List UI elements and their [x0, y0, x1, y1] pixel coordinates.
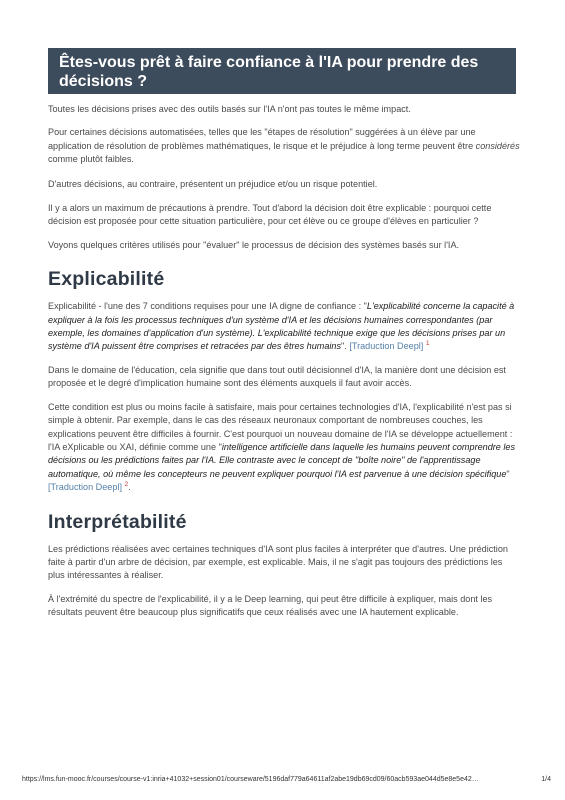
- traduction-deepl-link[interactable]: [Traduction Deepl]: [48, 482, 122, 493]
- intro-paragraph: Pour certaines décisions automatisées, telles que les "étapes de résolution" suggérées à un élève par une application de résolution de problèmes mathématiques, le risque et le préjudice à long terme peuvent être considérés comme plutôt faibles.: [48, 127, 520, 165]
- emphasis: considérés: [475, 140, 520, 151]
- quote-text: intelligence artificielle dans laquelle les humains peuvent comprendre les décisions ou les prédictions faites par l'IA. Elle contraste avec le concept de "boîte noire" de l'apprentissage automatique, où même les concepteurs ne peuvent expliquer pourquoi l'IA est parvenue à une décision spécifique: [48, 441, 516, 479]
- explicabilite-paragraph: Explicabilité - l'une des 7 conditions requises pour une IA digne de confiance : "L'explicabilité concerne la capacité à expliquer à la fois les processus techniques d'un système d'IA et les décisions humaines correspondantes (par exemple, les domaines d'application d'un système). L'explicabilité technique exige que les décisions prises par un système d'IA puissent être comprises et retracées par des êtres humains". [Traduction Deepl] $^1$: [48, 301, 515, 352]
- traduction-deepl-link[interactable]: [Traduction Deepl]: [349, 341, 424, 352]
- explicabilite-paragraph: Cette condition est plus ou moins facile à satisfaire, mais pour certaines technologies d'IA, l'explicabilité n'est pas si simple à obtenir. Par exemple, dans le cas des réseaux neuronaux comportant de nombreuses couches, les explications peuvent être difficiles à fournir. C'est pourquoi un nouveau domaine de l'IA se développe actuellement : l'IA eXplicable ou XAI, définie comme une "intelligence artificielle dans laquelle les humains peuvent comprendre les décisions ou les prédictions faites par l'IA. Elle contraste avec le concept de "boîte noire" de l'apprentissage automatique, où même les concepteurs ne peuvent expliquer pourquoi l'IA est parvenue à une décision spécifique" [Traduction Deepl] $^2$.: [48, 401, 516, 493]
- footnote-ref-1[interactable]: 1: [425, 340, 430, 348]
- page-number: 1/4: [541, 776, 551, 783]
- intro-paragraph: Voyons quelques critères utilisés pour "évaluer" le processus de décision des systèmes basés sur l'IA.: [48, 239, 460, 250]
- section-heading-explicabilite: Explicabilité: [48, 268, 165, 291]
- lecture-title-banner: Êtes-vous prêt à faire confiance à l'IA pour prendre des décisions ?: [48, 48, 516, 94]
- intro-paragraph: Il y a alors un maximum de précautions à prendre. Tout d'abord la décision doit être explicable : pourquoi cette décision est proposée pour cette situation particulière, pour cet élève ou ce groupe d'élèves en particulier ?: [48, 203, 492, 227]
- interpretabilite-paragraph: Les prédictions réalisées avec certaines techniques d'IA sont plus faciles à interpréter que d'autres. Une prédiction faite à partir d'un arbre de décision, par exemple, est explicable. Mais, il ne s'agit pas toujours des prédictions les plus intéressantes à réaliser.: [48, 543, 508, 581]
- section-heading-interpretabilite: Interprétabilité: [48, 510, 187, 533]
- footnote-ref-2[interactable]: 2: [124, 481, 129, 489]
- intro-paragraph: Toutes les décisions prises avec des outils basés sur l'IA n'ont pas toutes le même impact.: [48, 104, 411, 114]
- explicabilite-paragraph: Dans le domaine de l'éducation, cela signifie que dans tout outil décisionnel d'IA, la manière dont une décision est proposée et le degré d'implication humaine sont des éléments auxquels il faut avoir accès.: [48, 364, 506, 389]
- intro-paragraph: D'autres décisions, au contraire, présentent un préjudice et/ou un risque potentiel.: [48, 178, 378, 189]
- quote-text: L'explicabilité concerne la capacité à expliquer à la fois les processus techniques d'un système d'IA et les décisions humaines correspondantes (par exemple, les domaines d'application d'un système). L'explicabilité technique exige que les décisions prises par un système d'IA puissent être comprises et retracées par des êtres humains: [48, 301, 515, 352]
- lecture-content: [48, 103, 520, 620]
- interpretabilite-paragraph: À l'extrémité du spectre de l'explicabilité, il y a le Deep learning, qui peut être difficile à expliquer, mais dont les résultats peuvent être beaucoup plus significatifs que ceux réalisés avec une IA hautement explicable.: [48, 593, 493, 618]
- page-url: https://lms.fun-mooc.fr/courses/course-v1:inria+41032+session01/courseware/5196daf779a64611af2abe19db69cd09/60acb593ae044d5e8e5e42…: [22, 776, 479, 783]
